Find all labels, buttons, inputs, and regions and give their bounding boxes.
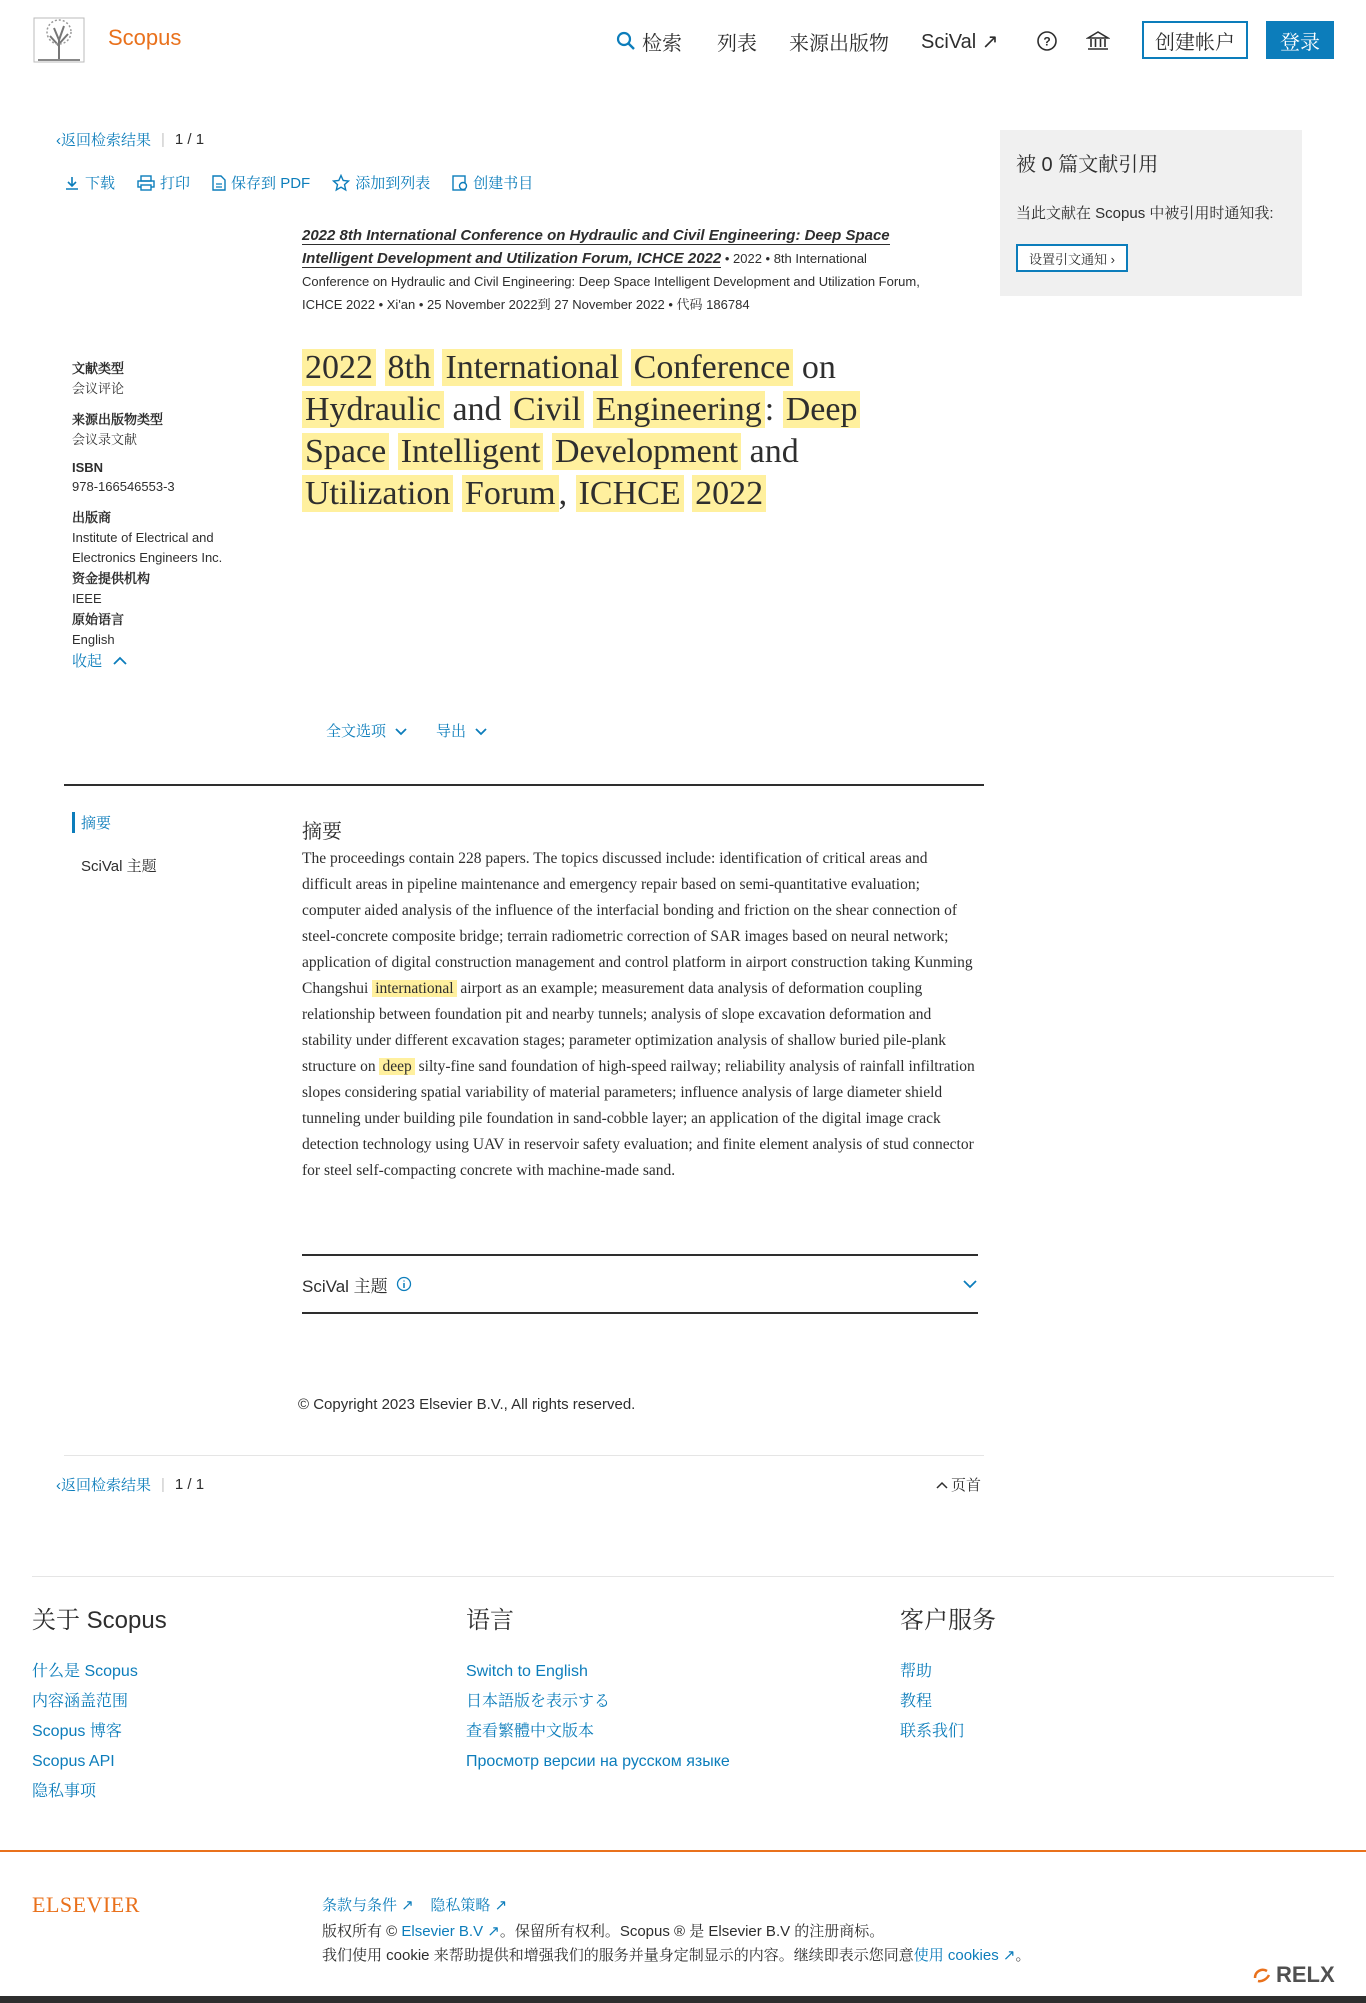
language-value: English <box>72 632 115 647</box>
isbn-value: 978-166546553-3 <box>72 479 175 494</box>
title-word: and <box>452 391 502 428</box>
footer-divider <box>32 1576 1334 1577</box>
chevron-down-icon <box>962 1279 978 1289</box>
fulltext-options-dropdown[interactable]: 全文选项 <box>326 720 408 741</box>
print-label: 打印 <box>160 175 191 192</box>
footer-link[interactable]: Просмотр версии на русском языке <box>466 1753 730 1770</box>
source-type-value: 会议录文献 <box>72 432 138 447</box>
title-word: Intelligent <box>398 433 544 470</box>
footer-legal <box>322 1894 1030 1968</box>
document-metadata <box>72 358 252 672</box>
chevron-down-icon <box>394 727 408 736</box>
footer-language <box>466 1600 730 1777</box>
footer-link[interactable]: 隐私事项 <box>32 1783 97 1800</box>
elsevier-bv-link[interactable]: Elsevier B.V ↗ <box>401 1923 500 1940</box>
publisher-value: Institute of Electrical and Electronics Engineers Inc. <box>72 530 223 565</box>
citation-notify-text: 当此文献在 Scopus 中被引用时通知我: <box>1016 205 1274 222</box>
print-icon <box>137 175 155 191</box>
create-bibliography-button[interactable] <box>452 172 533 193</box>
funding-value: IEEE <box>72 591 102 606</box>
document-title <box>302 347 942 515</box>
add-to-list-label: 添加到列表 <box>355 175 431 192</box>
footer-link[interactable]: 什么是 Scopus <box>32 1663 138 1680</box>
info-icon[interactable] <box>396 1276 412 1292</box>
footer-link[interactable]: Switch to English <box>466 1663 588 1680</box>
source-details-line2: Conference on Hydraulic and Civil Engineering: Deep Space Intelligent Development and Utilization Forum, <box>302 274 920 289</box>
abstract-part-3: silty-fine sand foundation of high-speed railway; reliability analysis of rainfall infiltration slopes considering spatial variability of material parameters; influence analysis of large diameter shield tunneling under building pile foundation in sand-cobble layer; an application of the digital image crack detection technology using UAV in reservoir safety evaluation; and finite element analysis of stud connector for steel self-compacting concrete with machine-made sand. <box>302 1058 975 1179</box>
funding-label: 资金提供机构 <box>72 571 151 586</box>
rights-prefix: 版权所有 © <box>322 1923 402 1940</box>
title-word: 8th <box>385 349 434 386</box>
separator: | <box>161 131 165 148</box>
footer-link[interactable]: 教程 <box>900 1693 933 1710</box>
publisher-label: 出版商 <box>72 510 112 525</box>
print-button[interactable] <box>137 172 190 193</box>
source-citation <box>302 224 972 316</box>
highlight-deep: deep <box>379 1058 414 1075</box>
back-to-results-link-bottom[interactable]: ‹返回检索结果 <box>56 1477 152 1494</box>
privacy-link[interactable]: 隐私策略 ↗ <box>430 1897 508 1914</box>
footer-link[interactable]: 联系我们 <box>900 1723 965 1740</box>
footer-about-heading: 关于 Scopus <box>32 1607 167 1634</box>
doc-type-value: 会议评论 <box>72 381 125 396</box>
breadcrumb-bottom <box>56 1474 204 1495</box>
title-word: Development <box>552 433 741 470</box>
elsevier-tree-logo[interactable] <box>32 16 86 64</box>
footer-link[interactable]: 查看繁體中文版本 <box>466 1723 595 1740</box>
language-label: 原始语言 <box>72 612 125 627</box>
abstract-part-1: The proceedings contain 228 papers. The topics discussed include: identification of critical areas and difficult areas in pipeline maintenance and emergency repair based on semi-quantitative evaluation; computer aided analysis of the influence of the interfacial bonding and friction on the shear connection of steel-concrete composite bridge; terrain radiometric correction of SAR images based on neural network; application of digital construction management and control platform in airport construction taking Kunming Changshui <box>302 850 973 997</box>
source-title-line2[interactable]: Intelligent Development and Utilization Forum, ICHCE 2022 <box>302 250 722 267</box>
nav-search[interactable] <box>616 26 682 56</box>
chevron-up-icon <box>112 656 128 666</box>
institution-icon[interactable] <box>1086 26 1110 56</box>
cited-by-panel <box>1000 130 1302 296</box>
footer-service-heading: 客户服务 <box>900 1607 996 1634</box>
back-to-top-link[interactable]: 页首 <box>936 1474 981 1495</box>
relx-logo[interactable]: RELX <box>1252 1962 1335 1988</box>
footer-about <box>32 1600 167 1807</box>
terms-link[interactable]: 条款与条件 ↗ <box>322 1897 414 1914</box>
collapse-link[interactable]: 收起 <box>72 652 252 672</box>
source-details-line3: ICHCE 2022 • Xi'an • 25 November 2022到 27 November 2022 • 代码 186784 <box>302 297 750 312</box>
doc-type-label: 文献类型 <box>72 361 125 376</box>
section-nav-abstract[interactable]: 摘要 <box>72 812 157 833</box>
title-word: Conference <box>631 349 794 386</box>
cookie-text-end: 。 <box>1015 1947 1031 1964</box>
footer-link[interactable]: Scopus 博客 <box>32 1723 122 1740</box>
svg-text:?: ? <box>1043 34 1051 49</box>
source-type-label: 来源出版物类型 <box>72 412 164 427</box>
footer-accent-line <box>0 1850 1366 1852</box>
login-button[interactable]: 登录 <box>1266 21 1334 59</box>
nav-scival[interactable]: SciVal ↗ <box>921 30 999 53</box>
back-to-results-link[interactable]: ‹返回检索结果 <box>56 132 152 149</box>
nav-lists[interactable]: 列表 <box>717 32 757 55</box>
abstract-part-2: airport as an example; measurement data analysis of deformation coupling relationship between foundation pit and nearby tunnels; analysis of slope excavation deformation and stability under different excavation stages; parameter optimization analysis of shallow buried pile-plank structure on <box>302 980 947 1075</box>
cookies-link[interactable]: 使用 cookies ↗ <box>913 1947 1016 1964</box>
title-word: Engineering <box>593 391 765 428</box>
title-word: ICHCE <box>576 475 684 512</box>
title-word: on <box>801 349 836 386</box>
download-icon <box>64 175 80 191</box>
title-word: Space <box>302 433 389 470</box>
elsevier-logo[interactable]: ELSEVIER <box>32 1892 140 1917</box>
create-bibliography-label: 创建书目 <box>473 175 534 192</box>
add-to-list-button[interactable] <box>332 172 430 193</box>
cited-by-heading: 被 0 篇文献引用 <box>1016 154 1159 176</box>
footer-link[interactable]: 内容涵盖范围 <box>32 1693 129 1710</box>
title-word: Civil <box>510 391 584 428</box>
rights-suffix: 。保留所有权利。Scopus ® 是 Elsevier B.V 的注册商标。 <box>499 1923 885 1940</box>
source-title-line1[interactable]: 2022 8th International Conference on Hydraulic and Civil Engineering: Deep Space <box>302 227 890 244</box>
title-word: , <box>558 475 568 512</box>
title-word: Forum <box>462 475 559 512</box>
section-divider <box>64 784 984 786</box>
download-button[interactable] <box>64 172 115 193</box>
title-word: Hydraulic <box>302 391 444 428</box>
footer-service <box>900 1600 996 1747</box>
title-word: 2022 <box>302 349 376 386</box>
breadcrumb <box>56 129 204 150</box>
footer-link[interactable]: Scopus API <box>32 1753 115 1770</box>
page-indicator: 1 / 1 <box>174 131 205 148</box>
title-word: and <box>749 433 799 470</box>
title-word: Utilization <box>302 475 453 512</box>
section-nav <box>72 812 157 876</box>
abstract-heading: 摘要 <box>302 821 342 843</box>
title-word: : <box>764 391 775 428</box>
title-word: International <box>442 349 622 386</box>
cookie-text: 我们使用 cookie 来帮助提供和增强我们的服务并量身定制显示的内容。继续即表示您同意 <box>322 1947 914 1964</box>
title-word: 2022 <box>692 475 766 512</box>
relx-mark-icon <box>1252 1966 1272 1984</box>
document-toolbar <box>64 172 533 193</box>
footer-language-heading: 语言 <box>466 1607 514 1634</box>
help-icon[interactable] <box>1036 26 1058 56</box>
save-pdf-button[interactable] <box>212 172 310 193</box>
scival-topics-label: SciVal 主题 <box>302 1276 388 1296</box>
separator: | <box>161 1476 165 1493</box>
nav-sources[interactable]: 来源出版物 <box>789 32 889 55</box>
footer-link[interactable]: 帮助 <box>900 1663 933 1680</box>
highlight-international: international <box>372 980 456 997</box>
scival-topics-accordion[interactable] <box>302 1254 978 1314</box>
save-pdf-label: 保存到 PDF <box>231 175 311 192</box>
chevron-down-icon <box>474 727 488 736</box>
scopus-brand[interactable]: Scopus <box>108 25 182 50</box>
set-citation-alert-button[interactable]: 设置引文通知 › <box>1016 244 1128 272</box>
title-word: Deep <box>783 391 861 428</box>
bottom-bar <box>0 1996 1366 2003</box>
copyright-notice: © Copyright 2023 Elsevier B.V., All rights reserved. <box>298 1396 636 1413</box>
nav-search-label: 检索 <box>642 32 682 55</box>
chevron-up-icon <box>936 1481 948 1489</box>
section-nav-scival[interactable]: SciVal 主题 <box>81 858 157 875</box>
source-details-line1: • 2022 • 8th International <box>721 251 867 266</box>
page-indicator-bottom: 1 / 1 <box>174 1476 205 1493</box>
divider <box>64 1455 984 1456</box>
search-icon <box>616 31 636 51</box>
pdf-icon <box>212 175 226 191</box>
abstract-text <box>302 846 978 1184</box>
isbn-label: ISBN <box>72 460 104 475</box>
bibliography-icon <box>452 175 468 191</box>
footer-link[interactable]: 日本語版を表示する <box>466 1693 611 1710</box>
create-account-button[interactable]: 创建帐户 <box>1142 21 1248 59</box>
export-dropdown[interactable]: 导出 <box>436 720 488 741</box>
download-label: 下载 <box>85 175 116 192</box>
star-icon <box>332 174 350 192</box>
